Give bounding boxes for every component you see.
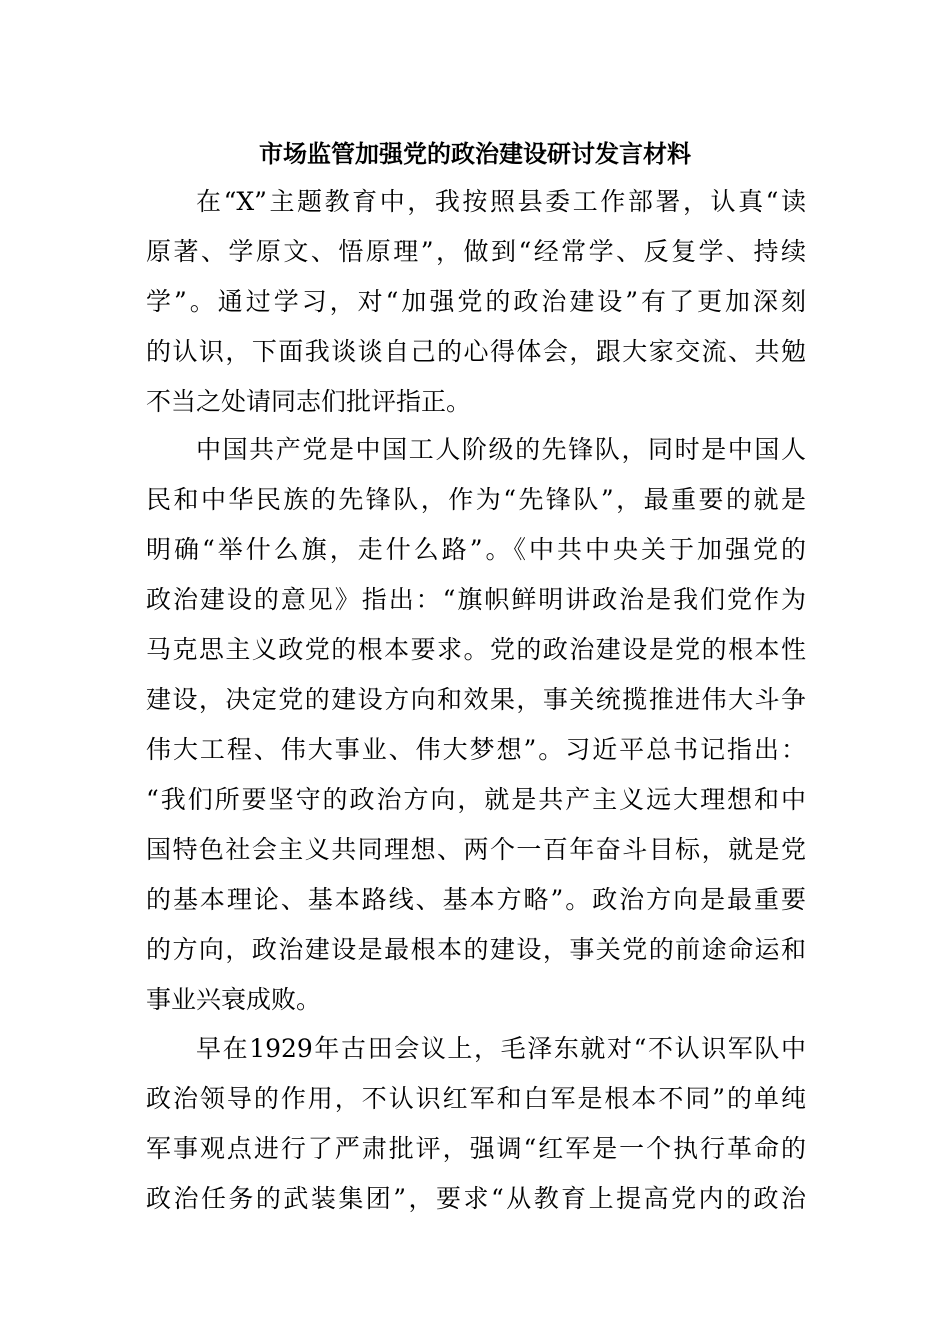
paragraph-3-line-1: 早在1929年古田会议上，毛泽东就对“不认识军队中	[196, 1034, 806, 1063]
paragraph-1-line-1: 在“X”主题教育中，我按照县委工作部署，认真“读	[196, 187, 806, 216]
paragraph-1-line-2: 原著、学原文、悟原理”，做到“经常学、反复学、持续	[146, 237, 806, 266]
paragraph-1-line-5: 不当之处请同志们批评指正。	[146, 387, 472, 416]
paragraph-3-line-4: 政治任务的武装集团”，要求“从教育上提高党内的政治	[146, 1184, 806, 1213]
paragraph-2-line-12: 事业兴衰成败。	[146, 985, 322, 1014]
paragraph-2-line-9: 国特色社会主义共同理想、两个一百年奋斗目标，就是党	[146, 835, 806, 864]
paragraph-2-line-11: 的方向，政治建设是最根本的建设，事关党的前途命运和	[146, 935, 806, 964]
paragraph-2-line-10: 的基本理论、基本路线、基本方略”。政治方向是最重要	[146, 885, 806, 914]
paragraph-3-line-2: 政治领导的作用，不认识红军和白军是根本不同”的单纯	[146, 1084, 806, 1113]
paragraph-1-line-3: 学”。通过学习，对“加强党的政治建设”有了更加深刻	[146, 287, 806, 316]
paragraph-2-line-7: 伟大工程、伟大事业、伟大梦想”。习近平总书记指出：	[146, 735, 806, 764]
paragraph-2-line-3: 明确“举什么旗，走什么路”。《中共中央关于加强党的	[146, 535, 806, 564]
paragraph-2-line-8: “我们所要坚守的政治方向，就是共产主义远大理想和中	[146, 785, 806, 814]
document-title: 市场监管加强党的政治建设研讨发言材料	[259, 139, 691, 168]
paragraph-2-line-6: 建设，决定党的建设方向和效果，事关统揽推进伟大斗争	[146, 685, 806, 714]
paragraph-2-line-5: 马克思主义政党的根本要求。党的政治建设是党的根本性	[146, 635, 806, 664]
paragraph-2-line-2: 民和中华民族的先锋队，作为“先锋队”，最重要的就是	[146, 485, 806, 514]
paragraph-3-line-3: 军事观点进行了严肃批评，强调“红军是一个执行革命的	[146, 1134, 806, 1163]
paragraph-2-line-4: 政治建设的意见》指出：“旗帜鲜明讲政治是我们党作为	[146, 585, 806, 614]
paragraph-2-line-1: 中国共产党是中国工人阶级的先锋队，同时是中国人	[196, 435, 806, 464]
paragraph-1-line-4: 的认识，下面我谈谈自己的心得体会，跟大家交流、共勉	[146, 337, 806, 366]
